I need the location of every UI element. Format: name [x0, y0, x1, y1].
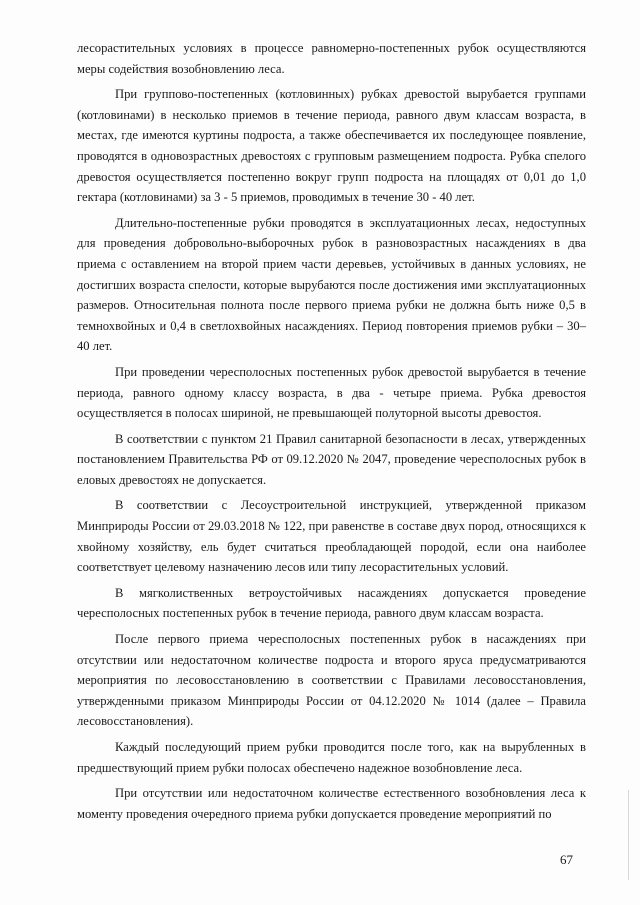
paragraph-subsequent-cuts: Каждый последующий прием рубки проводится после того, как на вырубленных в предшествующий прием рубки полосах обеспечено надежное возобновление леса.: [77, 740, 586, 775]
paragraph-long-term-cuttings: Длительно-постепенные рубки проводятся в эксплуатационных лесах, недоступных для проведения добровольно-выборочных рубок в разновозрастных насаждениях в два приема с оставлением на второй прием части деревьев, устойчивых в данных условиях, не достигших возраста спелости, которые вырубаются после достижения ими эксплуатационных размеров. Относительная полнота после первого приема рубки не должна быть ниже 0,5 в темнохвойных и 0,4 в светлохвойных насаждениях. Период повторения приемов рубки – 30–40 лет.: [77, 215, 586, 354]
paragraph-continuation: лесорастительных условиях в процессе равномерно-постепенных рубок осуществляются меры содействия возобновлению леса.: [77, 41, 586, 76]
paragraph-strip-cuttings: При проведении чересполосных постепенных рубок древостой вырубается в течение периода, равного одному классу возраста, в два - четыре приема. Рубка древостоя осуществляется в полосах шириной, не превышающей полуторной высоты древостоя.: [77, 364, 586, 421]
paragraph-reforestation-measures: После первого приема чересполосных постепенных рубок в насаждениях при отсутствии или недостаточном количестве подроста и второго яруса предусматриваются мероприятия по лесовосстановлению в соответствии с Правилами лесовосстановления, утвержденными приказом Минприроды России от 04.12.2020 № 1014 (далее – Правила лесовосстановления).: [77, 632, 586, 729]
paragraph-softwood-stands: В мягколиственных ветроустойчивых насаждениях допускается проведение чересполосных постепенных рубок в течение периода, равного двум классам возраста.: [77, 585, 586, 621]
paragraph-group-selective-cuttings: При группово-постепенных (котловинных) рубках древостой вырубается группами (котловинами) в несколько приемов в течение периода, равного двум классам возраста, в местах, где имеются куртины подроста, а также обеспечивается их последующее появление, проводятся в одновозрастных древостоях с групповым размещением подроста. Рубка спелого древостоя осуществляется постепенно вокруг групп подроста на площадях от 0,01 до 1,0 гектара (котловинами) за 3 - 5 приемов, проводимых в течение 30 - 40 лет.: [77, 87, 586, 205]
paragraph-natural-regeneration: При отсутствии или недостаточном количестве естественного возобновления леса к моменту проведения очередного приема рубки допускается проведение мероприятий по: [77, 786, 586, 821]
paragraph-sanitary-rules: В соответствии с пунктом 21 Правил санитарной безопасности в лесах, утвержденных постановлением Правительства РФ от 09.12.2020 № 2047, проведение чересполосных рубок в еловых древостоях не допускается.: [77, 431, 586, 487]
page-number: 67: [560, 852, 573, 867]
body-text: [77, 38, 586, 829]
scan-edge-mark: [628, 790, 629, 880]
paragraph-forest-inventory-instruction: В соответствии с Лесоустроительной инструкцией, утвержденной приказом Минприроды России от 29.03.2018 № 122, при равенстве в составе двух пород, относящихся к хвойному хозяйству, ель будет считаться преобладающей породой, если она наиболее соответствует целевому назначению лесов или типу лесорастительных условий.: [77, 498, 586, 575]
